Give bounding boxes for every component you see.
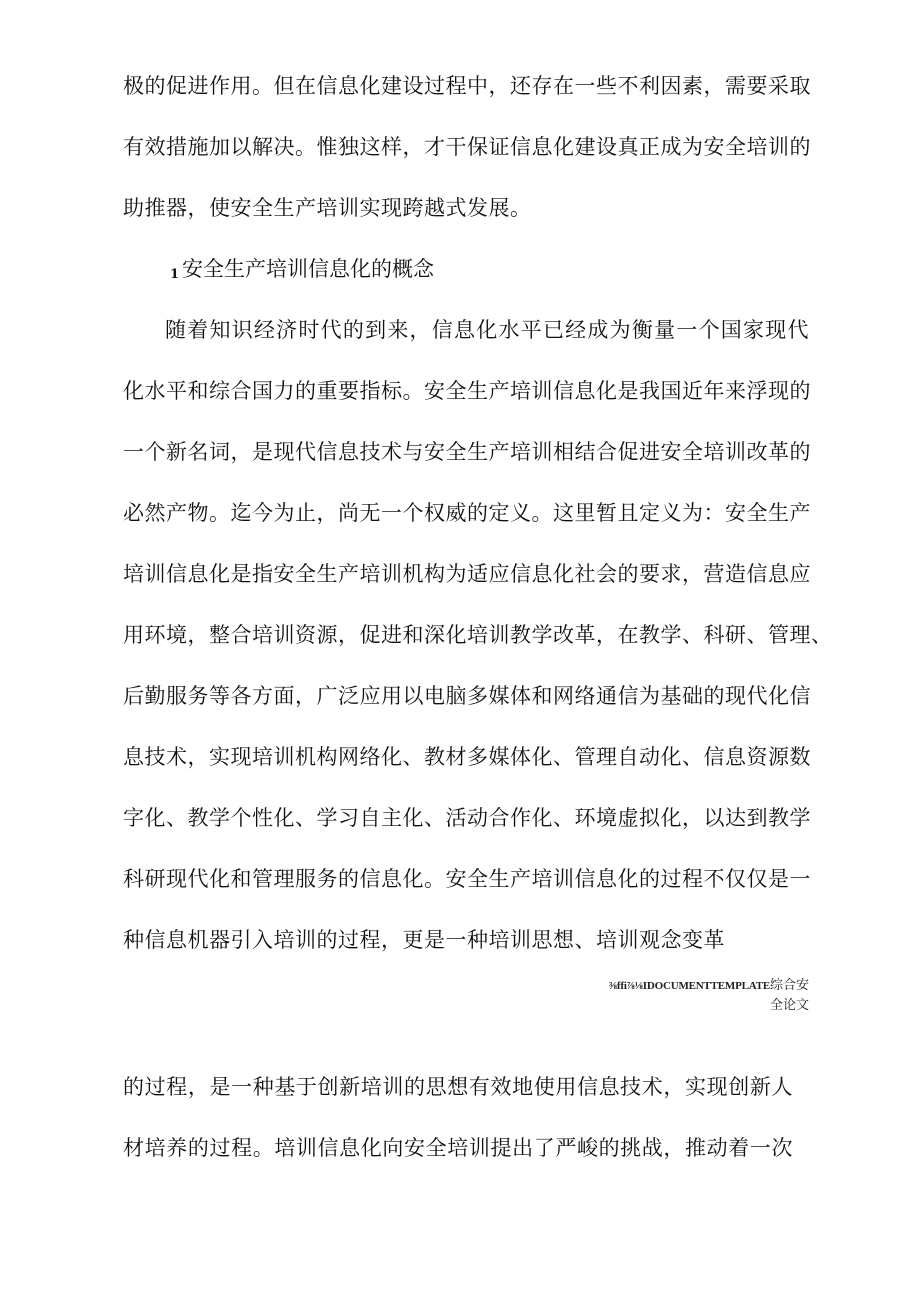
paragraph-2-line-3: 一个新名词，是现代信息技术与安全生产培训相结合促进安全培训改革的 bbox=[123, 440, 811, 464]
paragraph-1-line-2: 有效措施加以解决。惟独这样，才干保证信息化建设真正成为安全培训的 bbox=[123, 135, 811, 159]
paragraph-1-line-1: 极的促进作用。但在信息化建设过程中，还存在一些不利因素，需要采取 bbox=[123, 74, 811, 98]
paragraph-2-line-7: 后勤服务等各方面，广泛应用以电脑多媒体和网络通信为基础的现代化信 bbox=[123, 684, 811, 708]
section-number: 1 bbox=[170, 267, 180, 282]
paragraph-2-line-8: 息技术，实现培训机构网络化、教材多媒体化、管理自动化、信息资源数 bbox=[123, 745, 811, 769]
paragraph-2-line-10: 科研现代化和管理服务的信息化。安全生产培训信息化的过程不仅仅是一 bbox=[123, 867, 811, 891]
paragraph-2-line-5: 培训信息化是指安全生产培训机构为适应信息化社会的要求，营造信息应 bbox=[123, 562, 811, 586]
paragraph-2-line-2: 化水平和综合国力的重要指标。安全生产培训信息化是我国近年来浮现的 bbox=[123, 379, 811, 403]
paragraph-2-line-6: 用环境，整合培训资源，促进和深化培训教学改革，在教学、科研、管理、 bbox=[123, 623, 833, 647]
section-title: 安全生产培训信息化的概念 bbox=[182, 257, 435, 281]
paragraph-2-line-1: 随着知识经济时代的到来，信息化水平已经成为衡量一个国家现代 bbox=[165, 318, 809, 342]
footer-template-code: ⅜ffi⅞⅛IDOCUMENTTEMPLATE bbox=[608, 980, 770, 992]
page-footer bbox=[609, 976, 809, 1016]
paragraph-2-line-11: 种信息机器引入培训的过程，更是一种培训思想、培训观念变革 bbox=[123, 928, 725, 952]
paragraph-3-line-1: 的过程，是一种基于创新培训的思想有效地使用信息技术，实现创新人 bbox=[123, 1075, 793, 1099]
footer-label-line-1: 综合安 bbox=[769, 978, 809, 993]
footer-label-line-2: 全论文 bbox=[769, 998, 809, 1013]
paragraph-2-line-4: 必然产物。迄今为止，尚无一个权威的定义。这里暂且定义为：安全生产 bbox=[123, 501, 811, 525]
section-heading bbox=[170, 257, 434, 287]
paragraph-3-line-2: 材培养的过程。培训信息化向安全培训提出了严峻的挑战，推动着一次 bbox=[123, 1136, 793, 1160]
paragraph-2-line-9: 字化、教学个性化、学习自主化、活动合作化、环境虚拟化，以达到教学 bbox=[123, 806, 811, 830]
paragraph-1-line-3: 助推器，使安全生产培训实现跨越式发展。 bbox=[123, 196, 532, 220]
